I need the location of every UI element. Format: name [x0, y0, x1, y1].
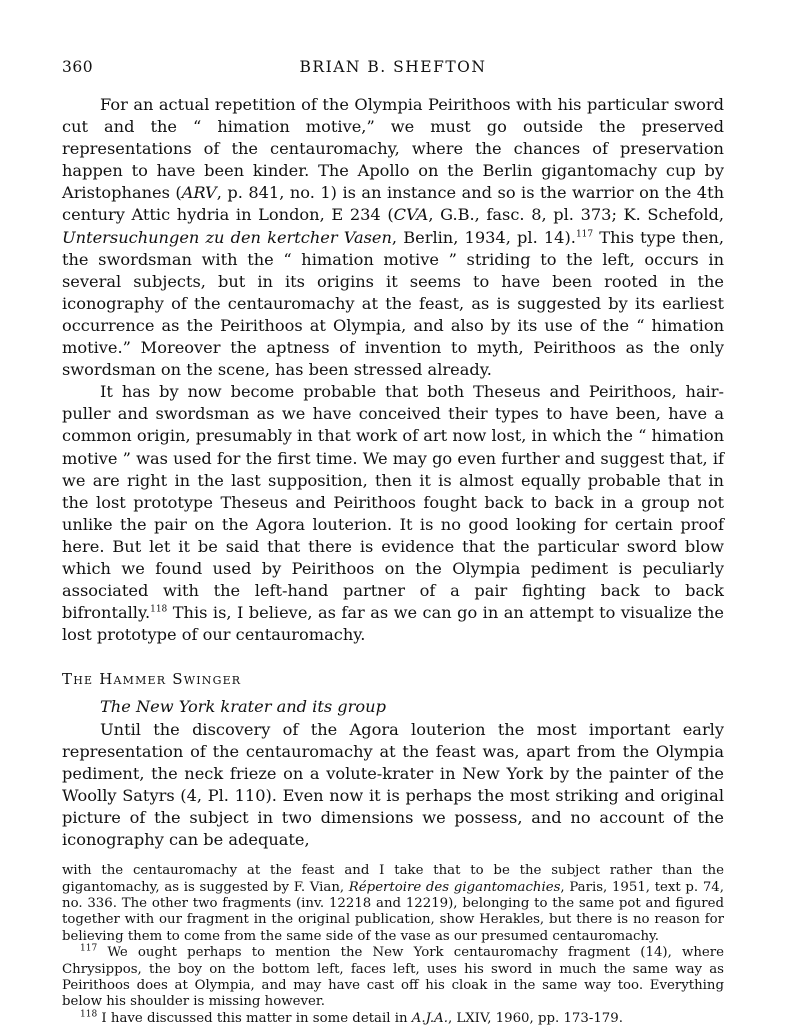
- subsection-heading: The New York krater and its group: [100, 697, 386, 717]
- section-heading: The Hammer Swinger: [62, 670, 242, 689]
- page: [62, 58, 724, 1027]
- paragraph-2: It has by now become probable that both Theseus and Peirithoos, hair-puller and swordsman as we have conceived their types to have been, have a common origin, presumably in that work of art now lost, in which the “ himation motive ” was used for the first time. We may go even further and suggest that, if we are right in the last supposition, then it is almost equally probable that in the lost prototype Theseus and Peirithoos fought back to back in a group not unlike the pair on the Agora louterion. It is no good looking for certain proof here. But let it be said that there is evidence that the particular sword blow which we found used by Peirithoos on the Olympia pediment is peculiarly associated with the left-hand partner of a pair fighting back to back bifrontally.$^{118}$ This is, I believe, as far as we can go in an attempt to visualize the lost prototype of our centauromachy.: [62, 382, 724, 645]
- footnote-continuation: with the centauromachy at the feast and I take that to be the subject rather than the gigantomachy, as is suggested by F. Vian, Répertoire des gigantomachies, Paris, 1951, text p. 74, no. 336. The other two fragments (inv. 12218 and 12219), belonging to the same pot and figured together with our fragment in the original publication, show Herakles, but there is no reason for believing them to come from the same side of the vase as our presumed centauromachy.: [62, 863, 724, 944]
- footnote-117: $^{117}$ We ought perhaps to mention the New York centauromachy fragment (14), where Chrysippos, the boy on the bottom left, faces left, uses his sword in much the same way as Peirithoos does at Olympia, and may have cast off his cloak in the same way too. Everything below his shoulder is missing however.: [62, 943, 724, 1010]
- footnotes: [62, 863, 724, 1027]
- footnote-ref-118[interactable]: 118: [150, 604, 168, 615]
- page-number: 360: [62, 58, 94, 76]
- paragraph-1: For an actual repetition of the Olympia Peirithoos with his particular sword cut and the “ himation motive,” we must go outside the preserved representations of the centauromachy, where the chances of preservation happen to have been kinder. The Apollo on the Berlin gigantomachy cup by Aristophanes (ARV, p. 841, no. 1) is an instance and so is the warrior on the 4th century Attic hydria in London, E 234 (CVA, G.B., fasc. 8, pl. 373; K. Schefold, Untersuchungen zu den kertcher Vasen, Berlin, 1934, pl. 14).$^{117}$ This type then, the swordsman with the “ himation motive ” striding to the left, occurs in several subjects, but in its origins it seems to have been rooted in the iconography of the centauromachy at the feast, as is suggested by its earliest occurrence as the Peirithoos at Olympia, and also by its use of the “ himation motive.” Moreover the aptness of invention to myth, Peirithoos as the only swordsman on the scene, has been stressed already.: [62, 95, 725, 380]
- main-text: [62, 94, 724, 851]
- footnote-118: $^{118}$ I have discussed this matter in some detail in A.J.A., LXIV, 1960, pp. 173-179.: [80, 1009, 623, 1026]
- running-header: [62, 58, 724, 84]
- paragraph-3: Until the discovery of the Agora louterion the most important early representation of the centauromachy at the feast was, apart from the Olympia pediment, the neck frieze on a volute-krater in New York by the painter of the Woolly Satyrs (4, Pl. 110). Even now it is perhaps the most striking and original picture of the subject in two dimensions we possess, and no account of the iconography can be adequate,: [62, 719, 724, 849]
- running-title-author: BRIAN B. SHEFTON: [299, 58, 487, 76]
- footnote-ref-117[interactable]: 117: [575, 229, 594, 240]
